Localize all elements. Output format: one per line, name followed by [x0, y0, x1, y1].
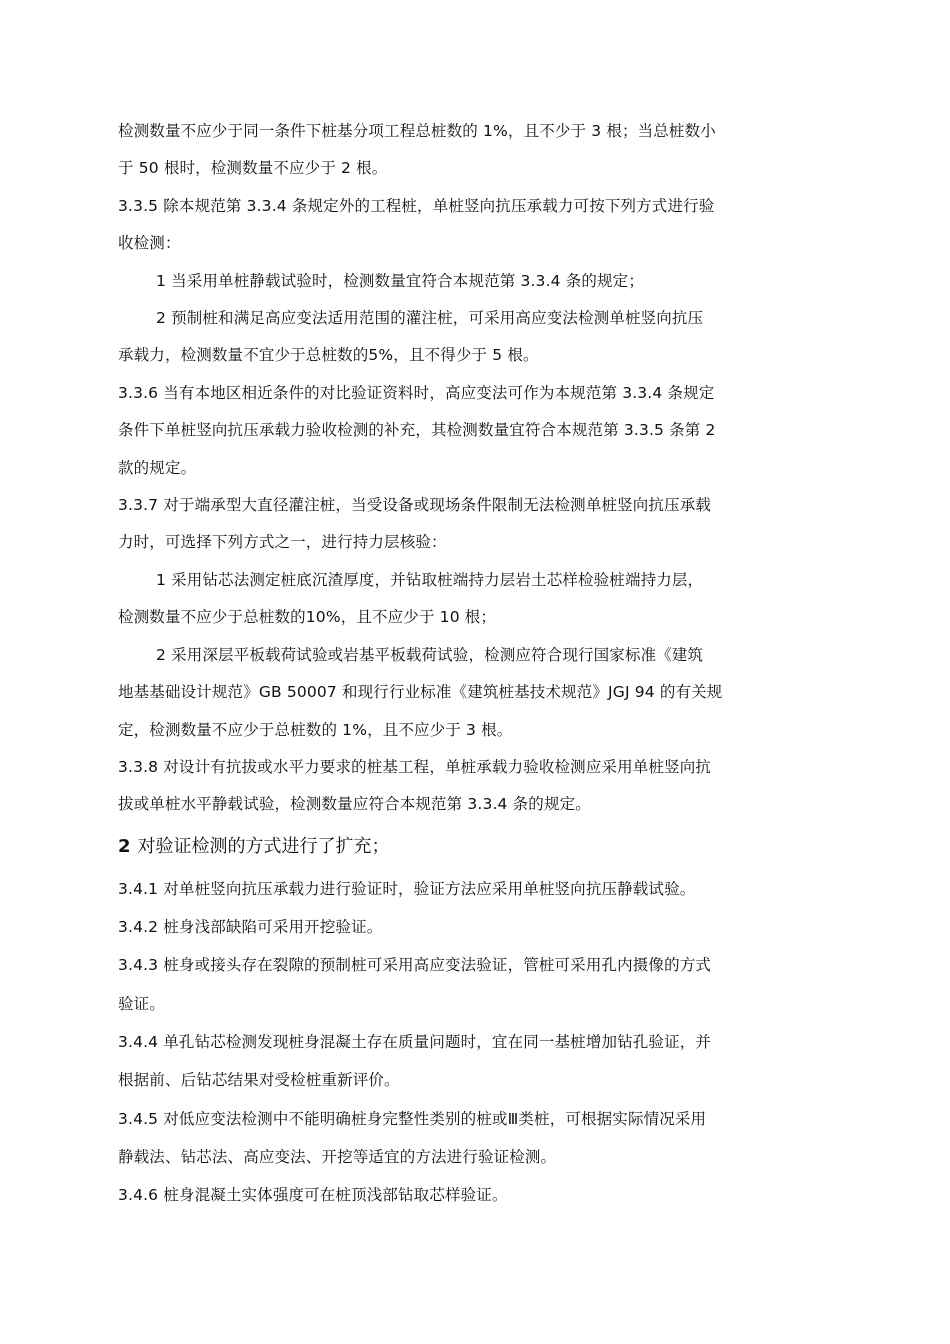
text-line: 条件下单桩竖向抗压承载力验收检测的补充，其检测数量宜符合本规范第 3.3.5 条第 2	[118, 421, 716, 440]
text-line: 3.4.2 桩身浅部缺陷可采用开挖验证。	[118, 918, 383, 937]
section-heading	[118, 825, 834, 869]
section-3-4	[118, 870, 834, 1215]
text-line: 款的规定。	[118, 458, 197, 477]
text-line: 1 当采用单桩静载试验时，检测数量宜符合本规范第 3.3.4 条的规定；	[156, 271, 644, 290]
text-line: 根据前、后钻芯结果对受检桩重新评价。	[118, 1071, 400, 1090]
text-line: 于 50 根时，检测数量不应少于 2 根。	[118, 159, 388, 178]
text-line: 检测数量不应少于同一条件下桩基分项工程总桩数的 1%，且不少于 3 根；当总桩数小	[118, 122, 716, 140]
text-line: 3.4.4 单孔钻芯检测发现桩身混凝土存在质量问题时，宜在同一基桩增加钻孔验证，并	[118, 1032, 712, 1051]
text-line: 3.4.5 对低应变法检测中不能明确桩身完整性类别的桩或Ⅲ类桩，可根据实际情况采用	[118, 1109, 707, 1128]
heading-text: 对验证检测的方式进行了扩充；	[137, 835, 390, 857]
text-line: 拔或单桩水平静载试验，检测数量应符合本规范第 3.3.4 条的规定。	[118, 795, 591, 814]
text-line: 2 采用深层平板载荷试验或岩基平板载荷试验，检测应符合现行国家标准《建筑	[156, 645, 704, 664]
text-line: 3.4.3 桩身或接头存在裂隙的预制桩可采用高应变法验证，管桩可采用孔内摄像的方式	[118, 956, 712, 975]
text-line: 承载力，检测数量不宜少于总桩数的5%，且不得少于 5 根。	[118, 346, 539, 365]
text-line: 力时，可选择下列方式之一，进行持力层核验：	[118, 533, 447, 552]
text-line: 3.3.6 当有本地区相近条件的对比验证资料时，高应变法可作为本规范第 3.3.4 条规定	[118, 383, 715, 402]
text-line: 地基基础设计规范》GB 50007 和现行行业标准《建筑桩基技术规范》JGJ 94 的有关规	[118, 683, 723, 702]
text-line: 验证。	[118, 994, 165, 1013]
section-3-3-continued	[118, 113, 834, 824]
text-line: 定，检测数量不应少于总桩数的 1%，且不应少于 3 根。	[118, 720, 513, 739]
text-line: 静载法、钻芯法、高应变法、开挖等适宜的方法进行验证检测。	[118, 1147, 557, 1166]
text-line: 3.3.7 对于端承型大直径灌注桩，当受设备或现场条件限制无法检测单桩竖向抗压承载	[118, 496, 712, 515]
text-line: 收检测：	[118, 234, 181, 253]
document-page	[118, 113, 834, 1214]
text-line: 3.4.6 桩身混凝土实体强度可在桩顶浅部钻取芯样验证。	[118, 1186, 508, 1205]
text-line: 1 采用钻芯法测定桩底沉渣厚度，并钻取桩端持力层岩土芯样检验桩端持力层，	[156, 570, 704, 589]
text-line: 3.3.8 对设计有抗拔或水平力要求的桩基工程，单桩承载力验收检测应采用单桩竖向抗	[118, 757, 712, 776]
text-line: 3.4.1 对单桩竖向抗压承载力进行验证时，验证方法应采用单桩竖向抗压静载试验。	[118, 879, 696, 898]
text-line: 3.3.5 除本规范第 3.3.4 条规定外的工程桩，单桩竖向抗压承载力可按下列方式进行验	[118, 196, 715, 215]
text-line: 2 预制桩和满足高应变法适用范围的灌注桩，可采用高应变法检测单桩竖向抗压	[156, 309, 704, 328]
text-line: 检测数量不应少于总桩数的10%，且不应少于 10 根；	[118, 608, 497, 627]
heading-number: 2	[118, 835, 131, 857]
